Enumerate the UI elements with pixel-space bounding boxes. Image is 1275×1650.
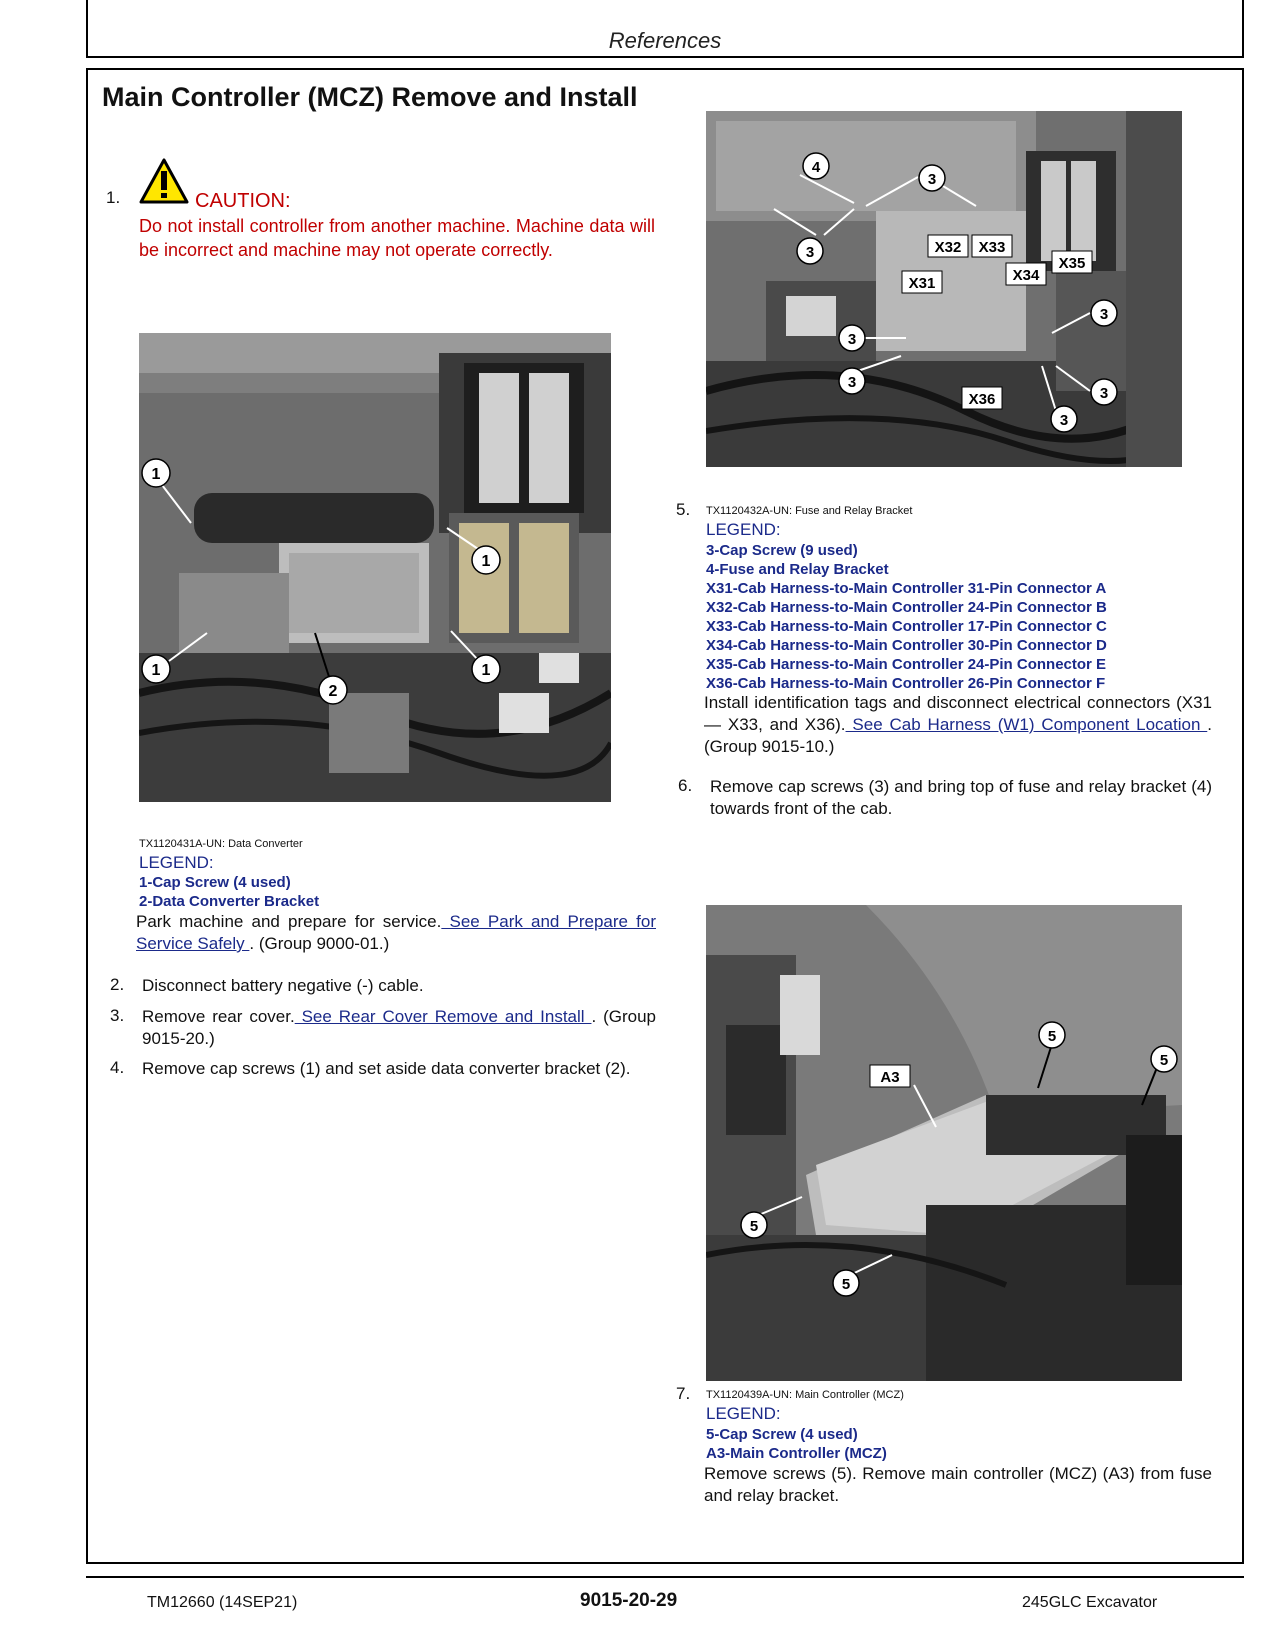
step-7-number: 7. xyxy=(676,1384,691,1403)
figure-3-callouts xyxy=(706,905,1182,1381)
step-3-text xyxy=(142,1006,656,1050)
figure-2-id: TX1120432A-UN: Fuse and Relay Bracket xyxy=(706,505,913,517)
callout-5d: 5 xyxy=(841,1276,851,1293)
caution-text: Do not install controller from another machine. Machine data will be incorrect and machine may not operate correctly. xyxy=(139,216,655,260)
figure-2-legend xyxy=(706,541,1107,693)
callout-1d: 1 xyxy=(481,662,491,679)
step-5-text xyxy=(704,692,1212,758)
step-2-text: Disconnect battery negative (-) cable. xyxy=(142,976,424,995)
tag-a3: A3 xyxy=(880,1069,900,1086)
legend-item: 2-Data Converter Bracket xyxy=(139,893,320,910)
step-1-text xyxy=(136,911,656,955)
callout-5b: 5 xyxy=(1159,1052,1169,1069)
tag-x35: X35 xyxy=(1058,255,1086,272)
figure-3-legend xyxy=(706,1425,887,1463)
figure-1-id: TX1120431A-UN: Data Converter xyxy=(139,838,303,850)
step-5-text-post: . (Group 9015-10.) xyxy=(704,715,1212,756)
tag-x33: X33 xyxy=(978,239,1006,256)
callout-4: 4 xyxy=(811,159,821,176)
callout-2: 2 xyxy=(328,683,338,700)
footer-model: 245GLC Excavator xyxy=(1022,1594,1158,1611)
tag-x34: X34 xyxy=(1012,267,1040,284)
legend-item: 3-Cap Screw (9 used) xyxy=(706,542,858,559)
callout-1a: 1 xyxy=(151,466,161,483)
tag-x32: X32 xyxy=(934,239,962,256)
figure-2-callouts xyxy=(706,111,1182,467)
page-header xyxy=(86,0,1244,58)
legend-item: X32-Cab Harness-to-Main Controller 24-Pin Connector B xyxy=(706,599,1107,616)
legend-item: X34-Cab Harness-to-Main Controller 30-Pin Connector D xyxy=(706,637,1107,654)
legend-item: 5-Cap Screw (4 used) xyxy=(706,1426,858,1443)
callout-5a: 5 xyxy=(1047,1028,1057,1045)
header-title: References xyxy=(608,28,722,53)
caution-triangle-icon xyxy=(139,158,189,204)
callout-3d: 3 xyxy=(847,374,857,391)
step-1-text-pre: Park machine and prepare for service. xyxy=(136,912,442,931)
legend-item: X36-Cab Harness-to-Main Controller 26-Pin Connector F xyxy=(706,675,1106,692)
figure-1-callouts xyxy=(139,333,611,802)
figure-3-legend-head: LEGEND: xyxy=(706,1404,781,1423)
step-3-text-pre: Remove rear cover. xyxy=(142,1007,295,1026)
legend-item: 1-Cap Screw (4 used) xyxy=(139,874,291,891)
step-3-text-post: . (Group 9015-20.) xyxy=(142,1007,656,1048)
tag-x36: X36 xyxy=(968,391,996,408)
figure-3-id: TX1120439A-UN: Main Controller (MCZ) xyxy=(706,1389,904,1401)
caution-label: CAUTION: xyxy=(195,190,291,212)
callout-5c: 5 xyxy=(749,1218,759,1235)
rear-cover-link[interactable]: See Rear Cover Remove and Install xyxy=(294,1007,592,1026)
legend-item: X31-Cab Harness-to-Main Controller 31-Pin Connector A xyxy=(706,580,1107,597)
step-2-number: 2. xyxy=(110,975,125,994)
step-1-number: 1. xyxy=(106,188,121,207)
callout-3a: 3 xyxy=(927,171,937,188)
figure-2-legend-head: LEGEND: xyxy=(706,520,781,539)
step-7-text: Remove screws (5). Remove main controller (MCZ) (A3) from fuse and relay bracket. xyxy=(704,1464,1212,1505)
figure-1-legend xyxy=(139,873,319,911)
step-5-number: 5. xyxy=(676,500,691,519)
legend-item: X33-Cab Harness-to-Main Controller 17-Pin Connector C xyxy=(706,618,1107,635)
step-6-number: 6. xyxy=(678,776,693,795)
callout-3f: 3 xyxy=(1099,385,1109,402)
callout-3b: 3 xyxy=(805,244,815,261)
callout-3e: 3 xyxy=(1099,306,1109,323)
step-3-number: 3. xyxy=(110,1006,125,1025)
legend-item: 4-Fuse and Relay Bracket xyxy=(706,561,889,578)
legend-item: X35-Cab Harness-to-Main Controller 24-Pin Connector E xyxy=(706,656,1107,673)
callout-3g: 3 xyxy=(1059,412,1069,429)
callout-1c: 1 xyxy=(151,662,161,679)
footer-doc-id: TM12660 (14SEP21) xyxy=(147,1594,298,1611)
step-5-text-pre: Install identification tags and disconnect electrical connectors (X31— X33, and X36). xyxy=(704,693,1212,734)
tag-x31: X31 xyxy=(908,275,936,292)
callout-1b: 1 xyxy=(481,553,491,570)
callout-3c: 3 xyxy=(847,331,857,348)
step-6-text: Remove cap screws (3) and bring top of fuse and relay bracket (4) towards front of the cab. xyxy=(710,777,1212,818)
step-4-text: Remove cap screws (1) and set aside data converter bracket (2). xyxy=(142,1059,631,1078)
footer-page-number: 9015-20-29 xyxy=(580,1590,678,1611)
step-4-number: 4. xyxy=(110,1058,125,1077)
legend-item: A3-Main Controller (MCZ) xyxy=(706,1445,887,1462)
footer-divider xyxy=(86,1576,1244,1578)
step-1-text-post: . (Group 9000-01.) xyxy=(249,934,390,953)
figure-1-legend-head: LEGEND: xyxy=(139,853,214,872)
page-title: Main Controller (MCZ) Remove and Install xyxy=(102,82,638,112)
park-and-prepare-link[interactable]: See Park and Prepare for Service Safely xyxy=(136,912,656,953)
cab-harness-link[interactable]: See Cab Harness (W1) Component Location xyxy=(845,715,1208,734)
